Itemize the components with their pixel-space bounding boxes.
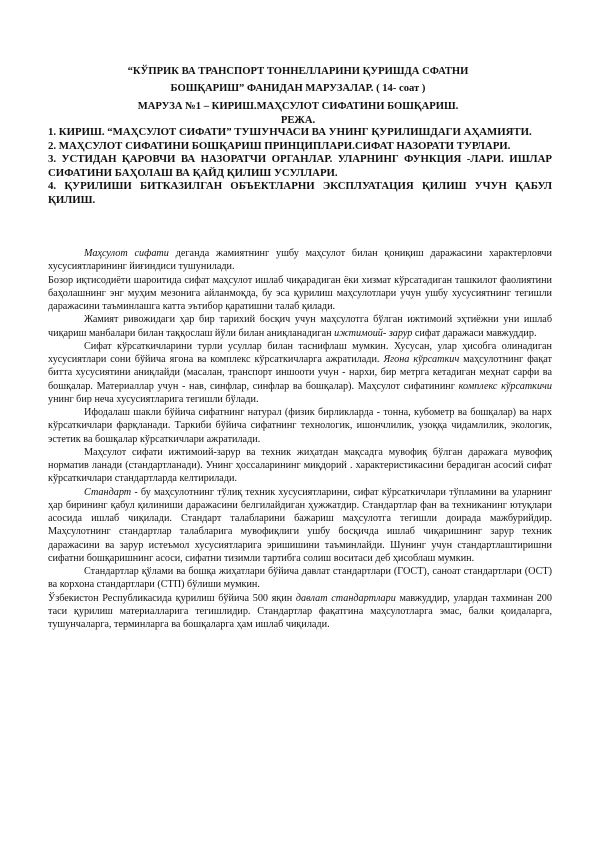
term-single-indicator: Ягона кўрсаткич [383,354,460,365]
lecture-plan [48,126,552,208]
term-complex-indicator: комплекс кўрсаткичи [458,380,552,392]
paragraph-9-text-a: Ўзбекистон Республикасида қурилиш бўйича 500 яқин [48,592,296,604]
plan-item-3: 3. УСТИДАН ҚАРОВЧИ ВА НАЗОРАТЧИ ОРГАНЛАР. УЛАРНИНГ ФУНКЦИЯ -ЛАРИ. ИШЛАР СИФАТИНИ БАҲОЛАШ ВА ҚАЙД ҚИЛИШ УСУЛЛАРИ. [48,153,552,179]
paragraph-1 [48,247,552,274]
term-standard: Стандарт [84,486,132,498]
paragraph-7-text: - бу маҳсулотнинг тўлиқ техник хусусиятларини, сифат кўрсаткичлари тўпламини ва уларнинг ҳар бирининг қабул қилиниши даражасини белгилайдиган ҳужжатдир. Стандартлар фан ва техниканинг ютуқлари асосида ишлаб чиқилади. Стандарт талабларини бажариш маҳсулотга тегишли доирада мажбурийдир. Маҳсулотнинг стандартлар талабларига мувофиқлиги ушбу босқичда ишлаб чиқаришнинг зарур техник даражасини ва зарур истеъмол хусусиятларига эришишини таъминлайди. Шунинг учун стандартлаштиришни сифатни бошқаришнинг асоси, сифатни тизимли тартибга солиш воситаси деб ҳисоблаш мумкин. [48,486,552,564]
plan-item-2: 2. МАҲСУЛОТ СИФАТИНИ БОШҚАРИШ ПРИНЦИПЛАРИ.СИФАТ НАЗОРАТИ ТУРЛАРИ. [48,139,511,152]
document-title-line-2: БОШҚАРИШ” ФАНИДАН МАРУЗАЛАР. ( 14- соат ) [170,83,426,94]
paragraph-3 [48,313,552,340]
paragraph-4-text-b: маҳсулотнинг фақат битта хусусиятини аниқлайди (масалан, транспорт иншооти учун - нархи, бир метрга кетадиган меҳнат сарфи ва бошқалар. Материаллар учун - нав, синфлар, синфлар ва бошқалар). Маҳсулот сифатининг [48,354,552,392]
document-title-line-1: “КЎПРИК ВА ТРАНСПОРТ ТОННЕЛЛАРИНИ ҚУРИШДА СФАТНИ [127,66,469,77]
plan-label: РЕЖА. [280,115,316,126]
paragraph-4 [48,340,552,406]
term-product-quality: Маҳсулот сифати [84,248,169,259]
plan-item-1: 1. КИРИШ. “МАҲСУЛОТ СИФАТИ” ТУШУНЧАСИ ВА УНИНГ ҚУРИЛИШДАГИ АҲАМИЯТИ. [48,126,532,138]
body-text [48,247,552,631]
lecture-heading: МАРУЗА №1 – КИРИШ.МАҲСУЛОТ СИФАТИНИ БОШҚАРИШ. [137,101,459,112]
plan-item-4: 4. ҚУРИЛИШИ БИТКАЗИЛГАН ОБЪЕКТЛАРНИ ЭКСПЛУАТАЦИЯ ҚИЛИШ УЧУН ҚАБУЛ ҚИЛИШ. [48,180,552,206]
paragraph-6: Маҳсулот сифати ижтимоий-зарур ва техник жиҳатдан мақсадга мувофиқ бўлган даражага мувофиқ норматив ланади (стандартланади). Унинг ҳоссаларининг миқдорий . характеристикасини берадиган асосий сифат кўрсаткичлари стандартларда келтирилади. [48,446,552,485]
term-state-standards: давлат стандартлари [295,592,396,604]
paragraph-7 [48,486,552,566]
term-socially-necessary: ижтимоий- зарур [334,327,413,339]
paragraph-1-text: деганда жамиятнинг ушбу маҳсулот билан қониқиш даражасини характерловчи хусусиятларининг йиғиндиси тушунилади. [48,248,552,273]
paragraph-2: Бозор иқтисодиёти шароитида сифат маҳсулот ишлаб чиқарадиган ёки хизмат кўрсатадиган ташкилот фаолиятини баҳолашнинг энг муҳим мезонига айланмоқда, бу эса қурилиш маҳсулотлари учун ушбу хусусиятнинг тегишли даражасини таъминлашга катта эътибор қаратишни талаб қилади. [48,274,552,312]
paragraph-4-text-a: Сифат кўрсаткичларини турли усуллар билан таснифлаш мумкин. Хусусан, улар ҳисобга олинадиган хусусиятлари сони бўйича ягона ва комплекс кўрсаткичларга ажратилади. [48,340,552,365]
paragraph-9 [48,592,552,632]
paragraph-3-text-a: Жамият ривожидаги ҳар бир тарихий босқич учун маҳсулотга бўлган ижтимоий эҳтиёжни уни ишлаб чиқариш манбалари билан таққослаш йўли билан аниқланадиган [48,314,552,339]
paragraph-4-text-c: унинг бир неча хусусиятларига тегишли бўлади. [48,393,259,405]
paragraph-9-text-b: мавжуддир, улардан тахминан 200 таси қурилиш материалларига тегишлидир. Стандартлар фақатгина маҳсулотларга эмас, балки қоидаларга, тушунчаларга, терминларга ва бошқаларга ҳам ишлаб чиқилади. [48,592,552,630]
paragraph-8: Стандартлар қўлами ва бошқа жиҳатлари бўйича давлат стандартлари (ГОСТ), саноат стандартлари (ОСТ) ва корхона стандартлари (СТП) бўлиши мумкин. [48,566,552,591]
paragraph-5: Ифодалаш шакли бўйича сифатнинг натурал (физик бирликларда - тонна, кубометр ва бошқалар) ва нарх кўрсаткичлари фарқланади. Таркиби бўйича сифатнинг технологик, ишончлилик, узоққа чидамлилик, экологик, эстетик ва бошқалар кўрсаткичлари ажратилади. [48,407,552,445]
paragraph-3-text-b: сифат даражаси мавжуддир. [412,327,537,339]
